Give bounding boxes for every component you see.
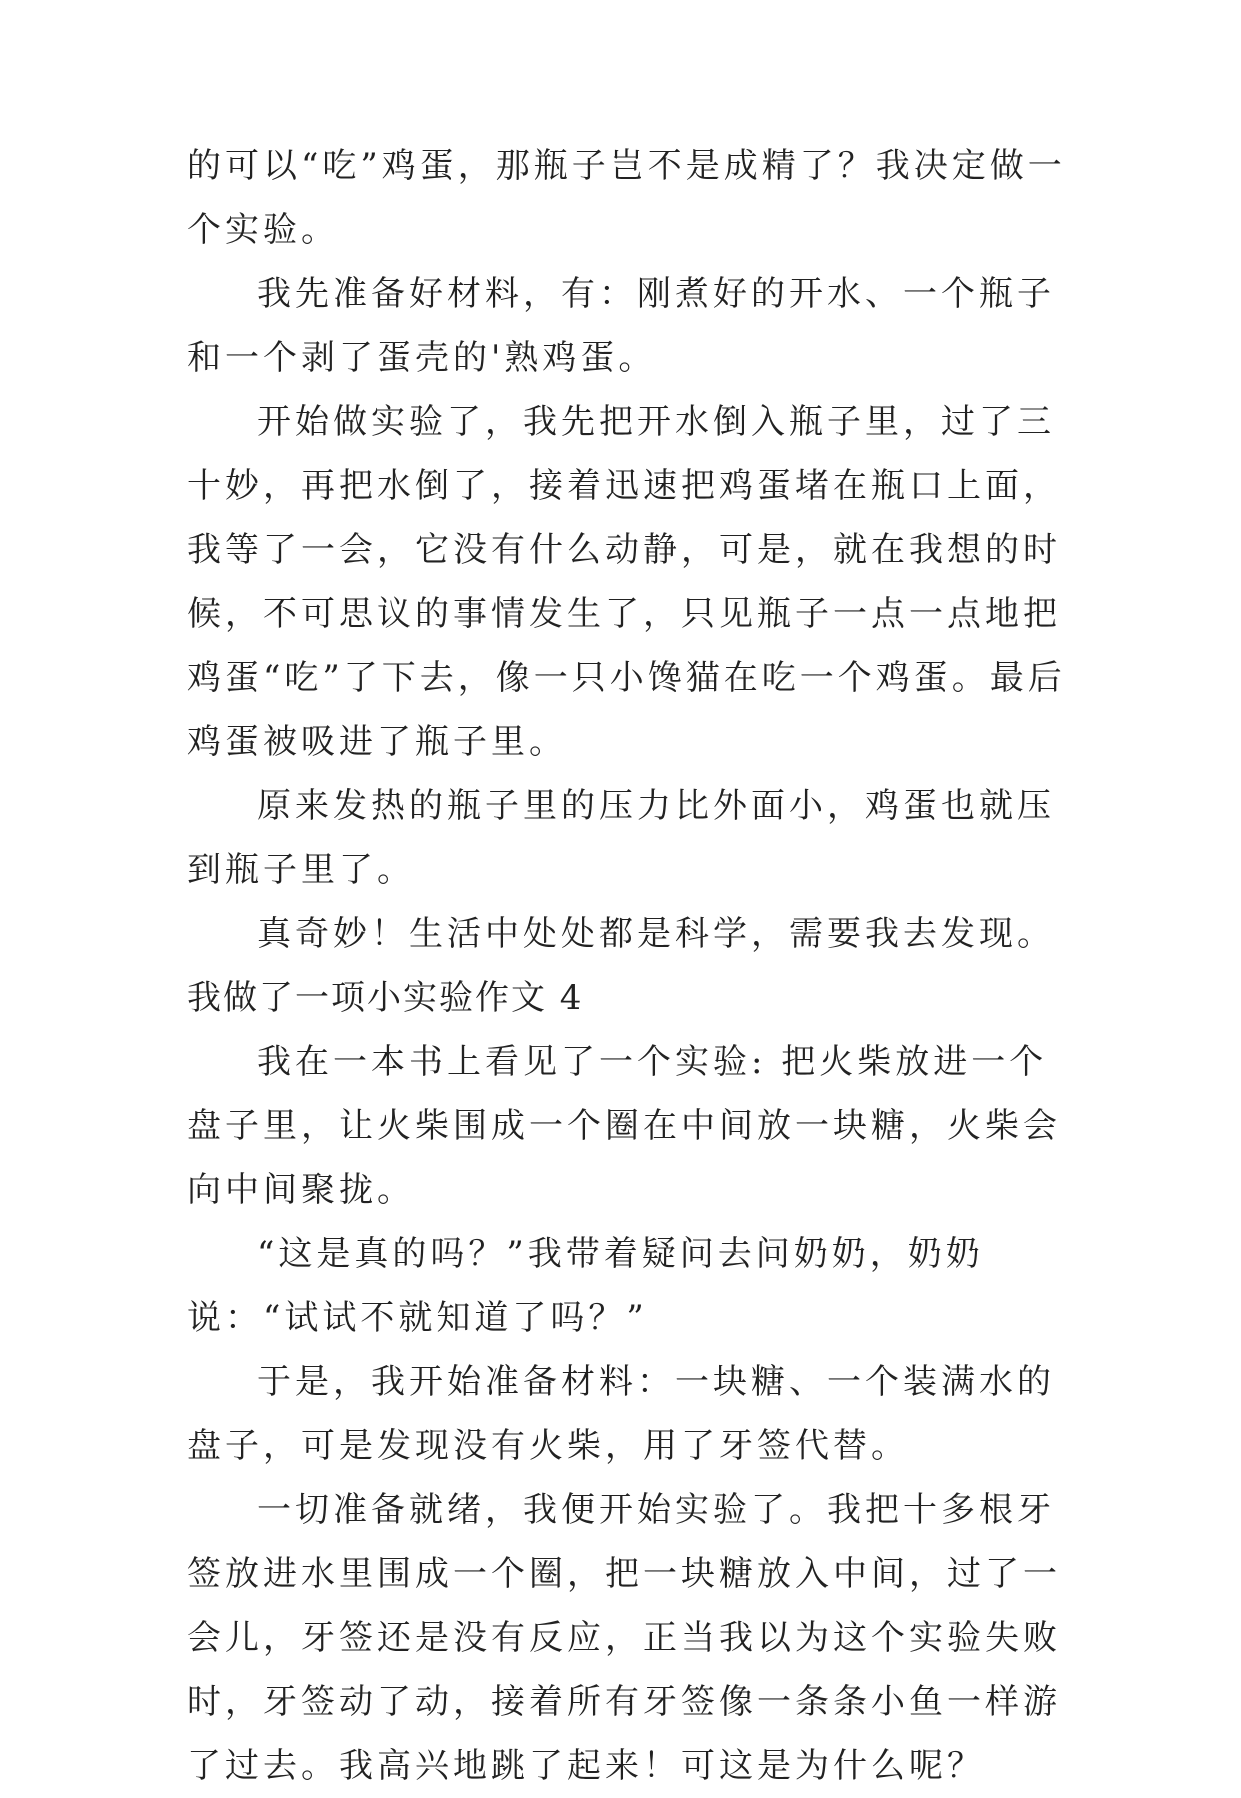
paragraph-materials: 我先准备好材料，有：刚煮好的开水、一个瓶子和一个剥了蛋壳的'熟鸡蛋。 [187, 274, 1055, 378]
section-heading: 我做了一项小实验作文 4 [187, 978, 584, 1018]
paragraph-explanation: 原来发热的瓶子里的压力比外面小，鸡蛋也就压到瓶子里了。 [187, 786, 1055, 890]
paragraph-toothpick-experiment: 一切准备就绪，我便开始实验了。我把十多根牙签放进水里围成一个圈，把一块糖放入中间，过了一会儿，牙签还是没有反应，正当我以为这个实验失败时，牙签动了动，接着所有牙签像一条条小鱼一样游了过去。我高兴地跳了起来！可这是为什么呢？ [187, 1490, 1061, 1786]
paragraph-experiment: 开始做实验了，我先把开水倒入瓶子里，过了三十妙，再把水倒了，接着迅速把鸡蛋堵在瓶口上面，我等了一会，它没有什么动静，可是，就在我想的时候，不可思议的事情发生了，只见瓶子一点一点地把鸡蛋“吃”了下去，像一只小馋猫在吃一个鸡蛋。最后鸡蛋被吸进了瓶子里。 [187, 402, 1066, 762]
paragraph-question: “这是真的吗？”我带着疑问去问奶奶，奶奶说：“试试不就知道了吗？” [187, 1234, 984, 1338]
paragraph-conclusion: 真奇妙！生活中处处都是科学，需要我去发现。 [257, 914, 1055, 954]
paragraph-book-experiment: 我在一本书上看见了一个实验: 把火柴放进一个盘子里，让火柴围成一个圈在中间放一块糖，火柴会向中间聚拢。 [187, 1042, 1061, 1210]
document-body [187, 134, 1077, 1798]
paragraph-preparation: 于是，我开始准备材料：一块糖、一个装满水的盘子，可是发现没有火柴，用了牙签代替。 [187, 1362, 1055, 1466]
paragraph-continuation: 的可以“吃”鸡蛋，那瓶子岂不是成精了？我决定做一个实验。 [187, 146, 1066, 250]
